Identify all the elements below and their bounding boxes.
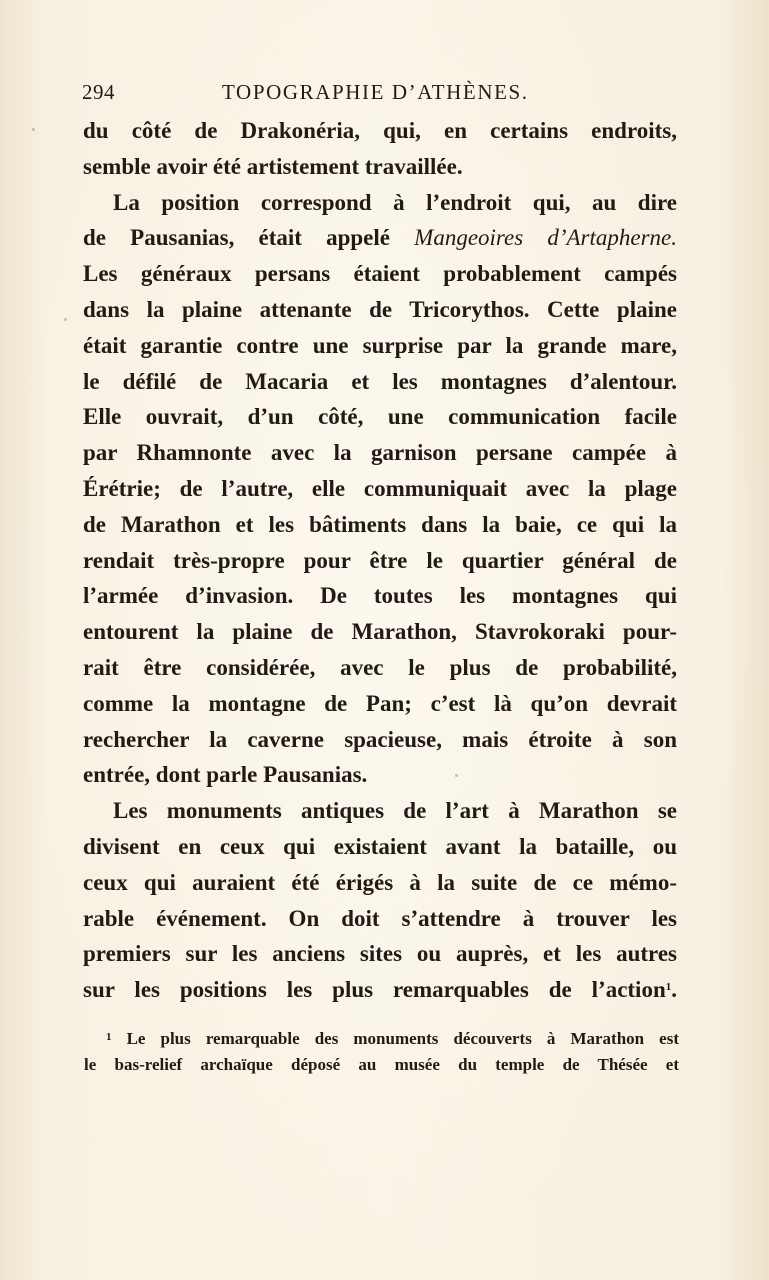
body-line-text: de Pausanias, était appelé [83,225,415,251]
body-line: Érétrie; de l’autre, elle communiquait avec la plage [83,475,677,501]
body-line: rable événement. On doit s’attendre à trouver les [83,905,677,931]
body-line: dans la plaine attenante de Tricorythos. Cette plaine [83,296,677,322]
body-line: ceux qui auraient été érigés à la suite de ce mémo- [83,869,677,895]
footnote-mark: 1 [106,1031,112,1043]
body-line: du côté de Drakonéria, qui, en certains endroits, [83,118,677,143]
body-line: par Rhamnonte avec la garnison persane campée à [83,440,677,466]
body-line: était garantie contre une surprise par la grande mare, [83,332,677,358]
body-line: entrée, dont parle Pausanias. [83,762,368,788]
body-line: Les généraux persans étaient probablement campés [83,261,677,287]
body-line: l’armée d’invasion. De toutes les montagnes qui [83,583,677,609]
footnote-line [84,1026,679,1052]
footnote-line: le bas-relief archaïque déposé au musée du temple de Thésée et [84,1055,679,1074]
body-line: divisent en ceux qui existaient avant la bataille, ou [83,833,677,859]
body-line: Elle ouvrait, d’un côté, une communication facile [83,404,677,430]
body-line: le défilé de Macaria et les montagnes d’alentour. [83,368,677,394]
paper-speck [32,128,35,131]
body-line [83,972,677,1008]
body-line: semble avoir été artistement travaillée. [83,153,463,179]
body-line: comme la montagne de Pan; c’est là qu’on devrait [83,690,677,716]
running-title: TOPOGRAPHIE D’ATHÈNES. [222,80,529,104]
body-text [83,113,677,1008]
page-number: 294 [82,80,115,104]
body-line: rait être considérée, avec le plus de probabilité, [83,654,677,680]
running-head [82,80,678,110]
body-line: La position correspond à l’endroit qui, au dire [113,189,677,215]
body-line: Les monuments antiques de l’art à Marathon se [113,798,677,824]
body-line: de Marathon et les bâtiments dans la baie, ce qui la [83,511,677,537]
body-line: rechercher la caverne spacieuse, mais étroite à son [83,726,677,752]
body-line: entourent la plaine de Marathon, Stavrokoraki pour- [83,619,677,645]
body-line-text: sur les positions les plus remarquables de l’action [83,977,666,1003]
body-line: premiers sur les anciens sites ou auprès, et les autres [83,941,677,967]
footnotes [84,1026,679,1078]
paper-speck [455,774,458,777]
body-line [83,220,677,256]
paper-speck [64,318,67,321]
footnote-reference: 1 [665,981,672,994]
italic-phrase: Mangeoires d’Artapherne. [414,225,678,251]
body-line: rendait très-propre pour être le quartier général de [83,547,677,573]
footnote-text: Le plus remarquable des monuments découverts à Marathon est [126,1029,679,1048]
closing-punctuation: . [671,977,677,1003]
